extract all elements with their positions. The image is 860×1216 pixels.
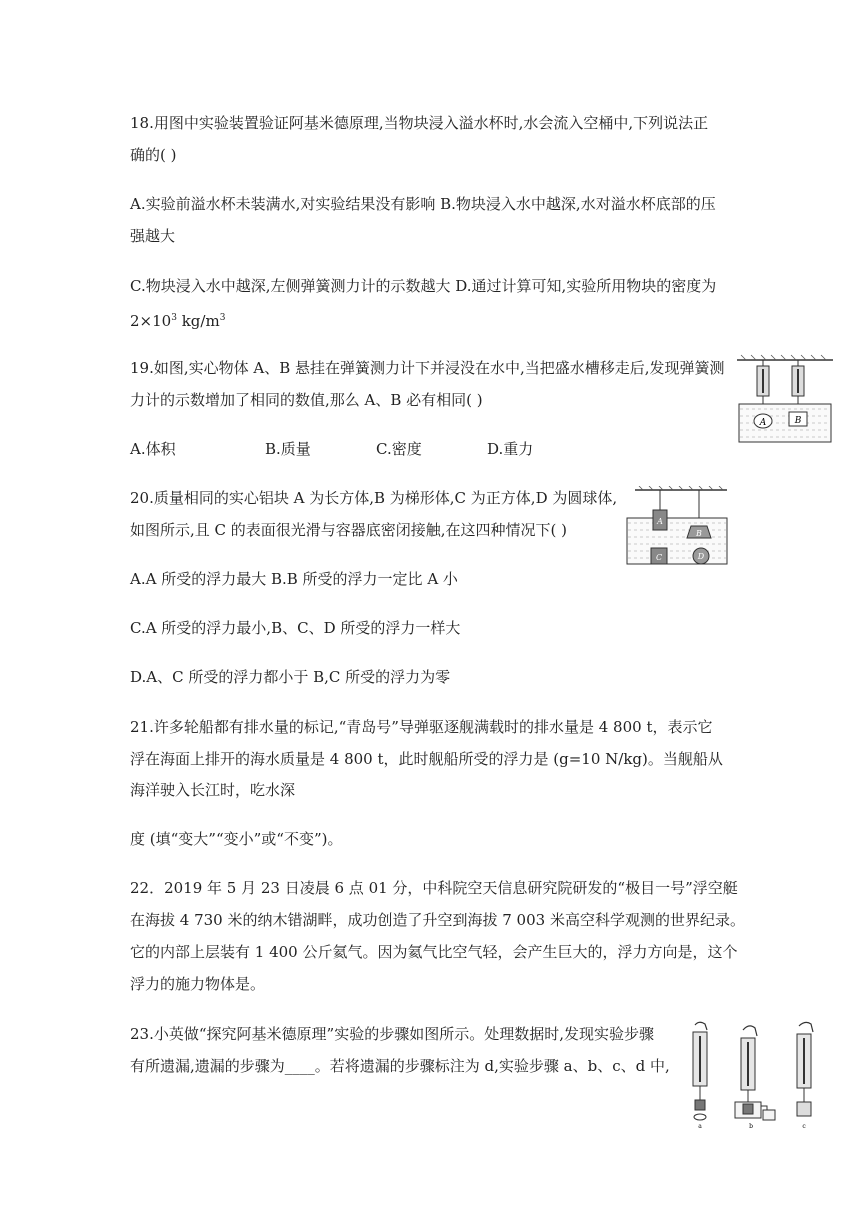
q18-line-1: 18.用图中实验装置验证阿基米德原理,当物块浸入溢水杯时,水会流入空桶中,下列说法正 bbox=[130, 114, 709, 132]
q22-line-1: 22．2019 年 5 月 23 日凌晨 6 点 01 分，中科院空天信息研究院研发的“极目一号”浮空艇 bbox=[130, 879, 738, 897]
q19-figure-label-b: B bbox=[794, 416, 802, 426]
q20-option-d: D.A、C 所受的浮力都小于 B,C 所受的浮力为零 bbox=[130, 668, 451, 686]
q19-option-c: C.密度 bbox=[376, 440, 422, 458]
q19-figure-label-a: A bbox=[759, 418, 767, 428]
q22-line-2: 在海拔 4 730 米的纳木错湖畔，成功创造了升空到海拔 7 003 米高空科学观测的世界纪录。 bbox=[130, 911, 745, 929]
q21-line-3: 海洋驶入长江时，吃水深 bbox=[130, 781, 296, 799]
q23-figure-label-b: b bbox=[749, 1123, 753, 1130]
q21-line-1: 21.许多轮船都有排水量的标记,“青岛号”导弹驱逐舰满载时的排水量是 4 800 t，表示它 bbox=[130, 718, 713, 736]
q18-option-ab-line-2: 强越大 bbox=[130, 227, 176, 245]
q20-figure-label-d: D bbox=[697, 552, 705, 561]
q23-figure-label-c: c bbox=[802, 1123, 806, 1130]
q20-figure-container bbox=[625, 486, 730, 568]
q23-line-2: 有所遗漏,遗漏的步骤为____。若将遗漏的步骤标注为 d,实验步骤 a、b、c、d 中, bbox=[130, 1057, 670, 1075]
q19-option-a: A.体积 bbox=[130, 440, 176, 458]
density-unit-exponent: 3 bbox=[219, 313, 226, 323]
q19-option-d: D.重力 bbox=[487, 440, 534, 458]
q18-line-2: 确的( ) bbox=[130, 146, 177, 164]
density-exponent: 3 bbox=[171, 313, 177, 323]
q23-line-1: 23.小英做“探究阿基米德原理”实验的步骤如图所示。处理数据时,发现实验步骤 bbox=[130, 1025, 654, 1043]
q21-line-2: 浮在海面上排开的海水质量是 4 800 t，此时舰船所受的浮力是 (g=10 N/kg)。当舰船从 bbox=[130, 750, 723, 768]
density-unit: kg/m bbox=[176, 312, 220, 330]
q19-figure-spring-scales bbox=[735, 354, 835, 446]
q18-option-cd-line-2 bbox=[130, 308, 225, 331]
q19-line-1: 19.如图,实心物体 A、B 悬挂在弹簧测力计下并浸没在水中,当把盛水槽移走后,发现弹簧测 bbox=[130, 359, 725, 377]
q23-figure-steps bbox=[685, 1020, 835, 1130]
q18-option-cd-line-1: C.物块浸入水中越深,左侧弹簧测力计的示数越大 D.通过计算可知,实验所用物块的密度为 bbox=[130, 277, 717, 295]
q21-line-4: 度 (填“变大”“变小”或“不变”)。 bbox=[130, 830, 343, 848]
q20-line-1: 20.质量相同的实心铝块 A 为长方体,B 为梯形体,C 为正方体,D 为圆球体, bbox=[130, 489, 618, 507]
q20-option-ab: A.A 所受的浮力最大 B.B 所受的浮力一定比 A 小 bbox=[130, 570, 458, 588]
q20-figure-label-b: B bbox=[696, 529, 702, 538]
q19-line-2: 力计的示数增加了相同的数值,那么 A、B 必有相同( ) bbox=[130, 391, 483, 409]
q20-line-2: 如图所示,且 C 的表面很光滑与容器底密闭接触,在这四种情况下( ) bbox=[130, 521, 568, 539]
q20-figure-label-a: A bbox=[657, 517, 663, 526]
q19-options bbox=[130, 439, 533, 459]
q22-line-4: 浮力的施力物体是。 bbox=[130, 975, 266, 993]
density-mantissa: 2×10 bbox=[130, 312, 172, 330]
q18-option-ab-line-1: A.实验前溢水杯未装满水,对实验结果没有影响 B.物块浸入水中越深,水对溢水杯底部的压 bbox=[130, 195, 716, 213]
q22-line-3: 它的内部上层装有 1 400 公斤氦气。因为氦气比空气轻，会产生巨大的，浮力方向是，这个 bbox=[130, 943, 738, 961]
q20-figure-label-c: C bbox=[655, 553, 663, 562]
q23-figure-label-a: a bbox=[698, 1123, 702, 1130]
q20-option-c: C.A 所受的浮力最小,B、C、D 所受的浮力一样大 bbox=[130, 619, 461, 637]
q19-option-b: B.质量 bbox=[265, 440, 311, 458]
